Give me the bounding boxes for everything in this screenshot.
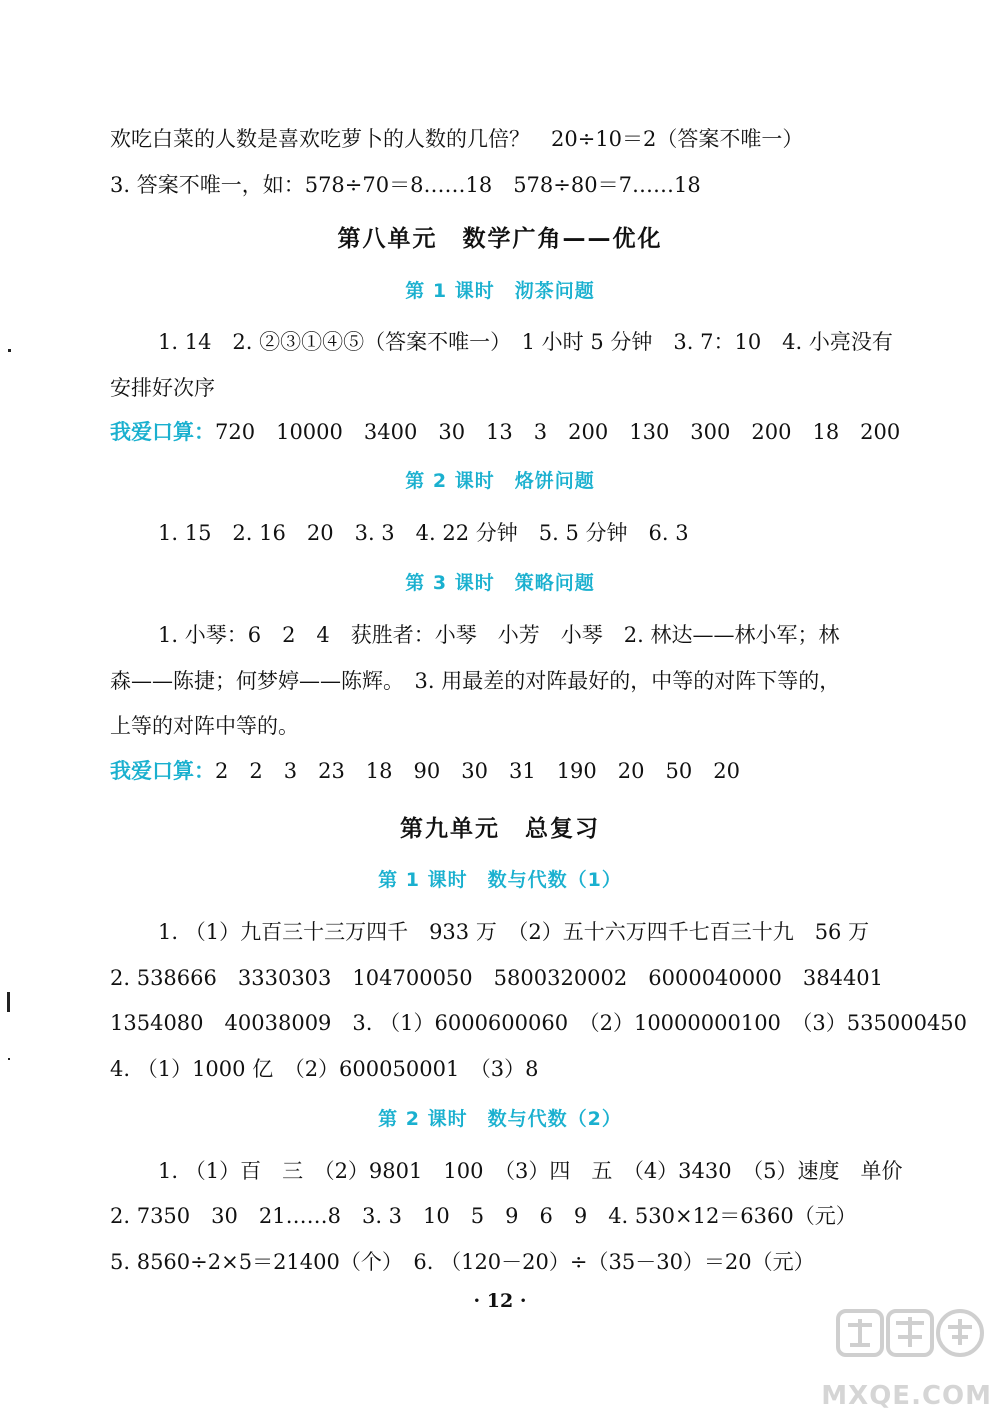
answer-line-14: 4. （1）1000 亿 （2）600050001 （3）8 <box>110 1057 539 1081</box>
scan-speck <box>8 1058 10 1060</box>
page-number: · 12 · <box>473 1290 527 1312</box>
watermark-logo <box>836 1301 986 1371</box>
unit-9-lesson-1-title: 第 1 课时 数与代数（1） <box>378 869 622 891</box>
answer-line-8: 森——陈捷；何梦婷——陈辉。 3. 用最差的对阵最好的，中等的对阵下等的， <box>110 669 841 693</box>
watermark-text: MXQE.COM <box>821 1381 992 1411</box>
answer-line-12: 2. 538666 3330303 104700050 5800320002 6000040000 384401 <box>110 966 884 990</box>
answer-line-13: 1354080 40038009 3. （1）6000600060 （2）10000000100 （3）535000450 <box>110 1011 968 1035</box>
answer-line-15: 1. （1）百 三 （2）9801 100 （3）四 五 （4）3430 （5）速度 单价 <box>158 1159 903 1183</box>
unit-9-lesson-2-title: 第 2 课时 数与代数（2） <box>378 1108 622 1130</box>
mental-math-label: 我爱口算： <box>110 759 215 783</box>
unit-8-lesson-2-title: 第 2 课时 烙饼问题 <box>405 470 595 492</box>
watermark <box>821 1301 992 1411</box>
answer-line-4: 安排好次序 <box>110 376 215 400</box>
answer-line-1: 欢吃白菜的人数是喜欢吃萝卜的人数的几倍？ 20÷10＝2（答案不唯一） <box>110 127 804 151</box>
unit-8-lesson-3-title: 第 3 课时 策略问题 <box>405 572 595 594</box>
mental-math-line-2 <box>110 756 900 786</box>
answer-line-2: 3. 答案不唯一，如：578÷70＝8……18 578÷80＝7……18 <box>110 173 701 197</box>
mental-math-values: 720 10000 3400 30 13 3 200 130 300 200 18 200 <box>215 420 901 444</box>
unit-8-lesson-1-title: 第 1 课时 沏茶问题 <box>405 280 595 302</box>
answer-line-11: 1. （1）九百三十三万四千 933 万 （2）五十六万四千七百三十九 56 万 <box>158 920 870 944</box>
answer-line-7: 1. 小琴：6 2 4 获胜者：小琴 小芳 小琴 2. 林达——林小军；林 <box>158 623 840 647</box>
answer-line-16: 2. 7350 30 21……8 3. 3 10 5 9 6 9 4. 530×12＝6360（元） <box>110 1204 857 1228</box>
mental-math-label: 我爱口算： <box>110 420 215 444</box>
mental-math-line-1 <box>110 417 900 447</box>
answer-line-17: 5. 8560÷2×5＝21400（个） 6. （120－20）÷（35－30）＝20（元） <box>110 1250 815 1274</box>
unit-8-title: 第八单元 数学广角——优化 <box>337 226 663 252</box>
answer-line-3: 1. 14 2. ②③①④⑤（答案不唯一） 1 小时 5 分钟 3. 7：10 4. 小亮没有 <box>158 330 893 354</box>
scan-speck <box>8 349 11 352</box>
unit-9-title: 第九单元 总复习 <box>400 816 600 842</box>
scan-speck <box>7 992 10 1012</box>
mental-math-values: 2 2 3 23 18 90 30 31 190 20 50 20 <box>215 759 740 783</box>
answer-line-6: 1. 15 2. 16 20 3. 3 4. 22 分钟 5. 5 分钟 6. 3 <box>158 521 689 545</box>
answer-line-9: 上等的对阵中等的。 <box>110 714 299 738</box>
